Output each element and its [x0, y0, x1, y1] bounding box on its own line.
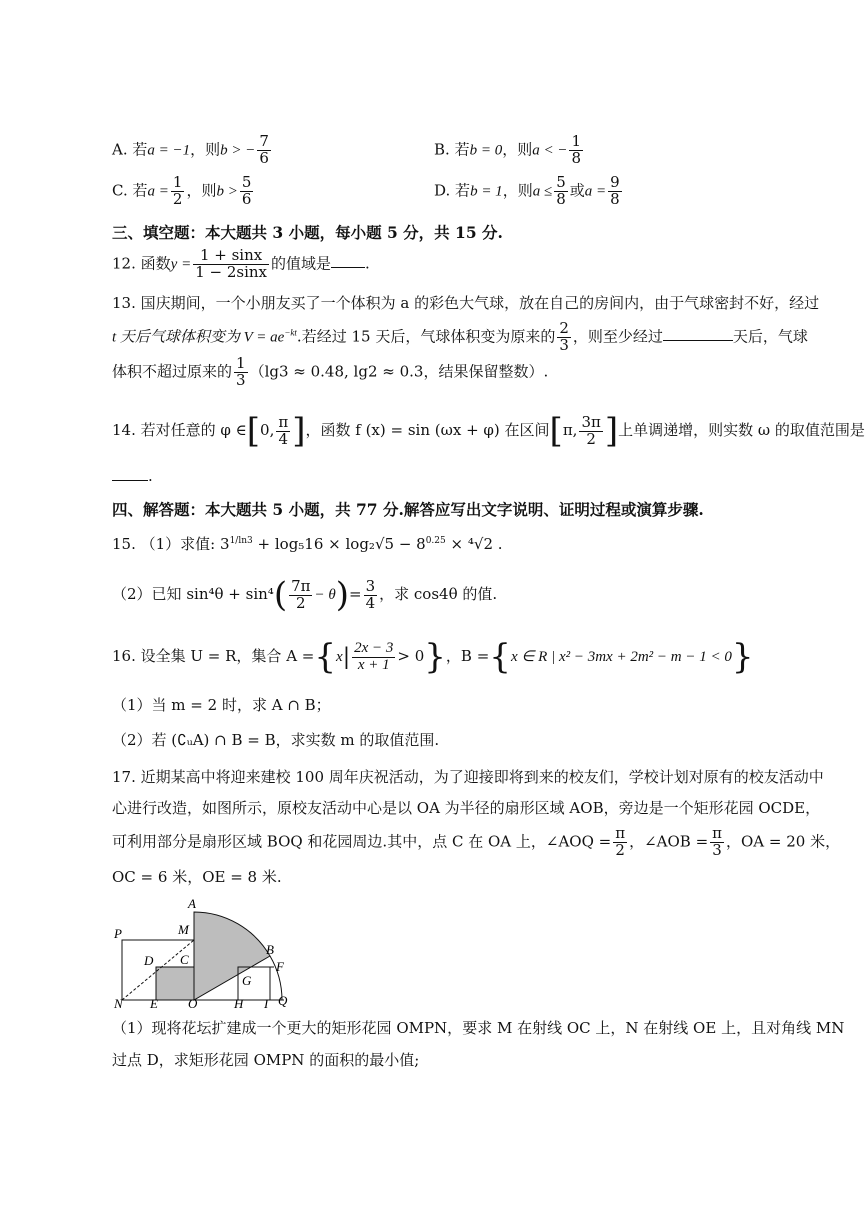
- fraction: $\frac{7\pi}{2}$: [291, 576, 311, 612]
- question-13-line3: 体积不超过原来的 $\frac{1}{3}$ （lg3 ≈ 0.48, lg2 ≈ 0.3，结果保留整数）.: [112, 354, 549, 389]
- option-a-label: A.: [112, 140, 128, 159]
- fraction: $\frac{3}{4}$: [365, 576, 376, 612]
- geometry-diagram: [112, 897, 302, 1013]
- fraction: $\frac{\pi}{3}$: [712, 824, 722, 859]
- question-16-part1: （1）当 m = 2 时，求 A ∩ B；: [112, 696, 331, 714]
- label-c: C: [180, 952, 189, 967]
- question-15-part1: 15. （1）求值: $3^{1/ln3} + \log_516 \times \log_2√5 - 8^{0.25} \times ^4√2$ .: [112, 535, 503, 553]
- label-b: B: [266, 942, 274, 957]
- sector-garden-figure: [112, 897, 302, 1009]
- fraction: $\frac{2}{3}$: [559, 319, 569, 354]
- answer-blank: [663, 326, 733, 341]
- label-f: F: [276, 959, 284, 974]
- fraction: $\frac{7}{6}$: [259, 132, 269, 167]
- label-e: E: [150, 996, 158, 1009]
- label-a: A: [188, 897, 196, 911]
- question-17-line2: 心进行改造，如图所示，原校友活动中心是以 OA 为半径的扇形区域 AOB，旁边是一个矩形花园 OCDE，: [112, 799, 821, 817]
- question-14-blank: .: [112, 466, 153, 485]
- label-m: M: [178, 922, 189, 937]
- option-a: A. 若a = −1，则b > − $\frac{7}{6}$: [112, 132, 269, 167]
- question-17-line3: 可利用部分是扇形区域 BOQ 和花园周边.其中，点 C 在 OA 上，∠AOQ = $\frac{\pi}{2}$ ，∠AOB = $\frac{\pi}{3}$ ，OA = 20 米，: [112, 824, 841, 859]
- option-c: C. 若a = $\frac{1}{2}$ ，则b > $\frac{5}{6}$: [112, 173, 252, 208]
- fraction: $\frac{\pi}{2}$: [615, 824, 626, 859]
- label-i: I: [264, 996, 269, 1009]
- question-14: 14. 若对任意的 φ ∈[0, $\frac{\pi}{4}$ ]，函数 f (x) = sin (ωx + φ) 在区间[π, $\frac{3\pi}{2}$ ]上单调递增，则实数 ω 的取值范围是: [112, 411, 865, 451]
- option-d-label: D.: [434, 181, 451, 200]
- option-c-label: C.: [112, 181, 128, 200]
- question-16-part2: （2）若 (∁ᵤA) ∩ B = B，求实数 m 的取值范围.: [112, 731, 440, 749]
- question-16: 16. 设全集 U = R，集合 A ={x| $\frac{2x - 3}{x + 1}$ > 0}，B ={x ∈ R | x² − 3mx + 2m² − m − 1 < 0}: [112, 637, 754, 677]
- option-b: B. 若b = 0，则a < − $\frac{1}{8}$: [434, 132, 582, 167]
- label-h: H: [234, 996, 244, 1009]
- fraction: $\frac{2x - 3}{x + 1}$: [354, 639, 394, 673]
- question-17-part1-line2: 过点 D，求矩形花园 OMPN 的面积的最小值;: [112, 1051, 420, 1069]
- question-15-part2: （2）已知 sin⁴θ + sin⁴( $\frac{7\pi}{2}$ − θ)= $\frac{3}{4}$ ，求 cos4θ 的值.: [112, 575, 498, 615]
- question-17-part1-line1: （1）现将花坛扩建成一个更大的矩形花园 OMPN，要求 M 在射线 OC 上，N 在射线 OE 上，且对角线 MN: [112, 1019, 845, 1037]
- answer-blank: [112, 466, 148, 481]
- label-o: O: [188, 996, 198, 1009]
- question-17-line4: OC = 6 米，OE = 8 米.: [112, 868, 282, 886]
- question-17-line1: 17. 近期某高中将迎来建校 100 周年庆祝活动，为了迎接即将到来的校友们，学校计划对原有的校友活动中: [112, 768, 824, 786]
- fraction: $\frac{5}{6}$: [241, 173, 252, 208]
- fraction: $\frac{9}{8}$: [610, 173, 620, 208]
- fraction: $\frac{5}{8}$: [556, 173, 566, 208]
- label-g: G: [242, 973, 252, 988]
- question-13-line2: t 天后气球体积变为 $V = ae^{-kt}$.若经过 15 天后，气球体积变为原来的 $\frac{2}{3}$ ，则至少经过 天后，气球: [112, 319, 808, 354]
- label-d: D: [144, 953, 154, 968]
- option-b-label: B.: [434, 140, 450, 159]
- fraction: $\frac{1}{3}$: [236, 354, 246, 389]
- option-d: D. 若b = 1，则a ≤ $\frac{5}{8}$ 或a = $\frac{9}{8}$: [434, 173, 620, 208]
- label-p: P: [114, 926, 122, 941]
- answer-blank: [331, 253, 365, 268]
- fraction: $\frac{1 + \sin x}{1 - 2\sin x}$: [195, 246, 267, 281]
- label-q: Q: [278, 993, 288, 1008]
- section-heading-fill-blank: 三、填空题：本大题共 3 小题，每小题 5 分，共 15 分.: [112, 223, 503, 242]
- fraction: $\frac{3\pi}{2}$: [581, 412, 601, 448]
- section-heading-solutions: 四、解答题：本大题共 5 小题，共 77 分.解答应写出文字说明、证明过程或演算步骤.: [112, 500, 704, 519]
- fraction: $\frac{\pi}{4}$: [278, 412, 289, 448]
- fraction: $\frac{1}{2}$: [172, 173, 183, 208]
- fraction: $\frac{1}{8}$: [571, 132, 582, 167]
- question-12: 12. 函数y = $\frac{1 + \sin x}{1 - 2\sin x}$ 的值域是 .: [112, 246, 370, 281]
- label-n: N: [114, 996, 123, 1009]
- question-13-line1: 13. 国庆期间，一个小朋友买了一个体积为 a 的彩色大气球，放在自己的房间内，由于气球密封不好，经过: [112, 294, 820, 312]
- sector-aob: [194, 912, 270, 1000]
